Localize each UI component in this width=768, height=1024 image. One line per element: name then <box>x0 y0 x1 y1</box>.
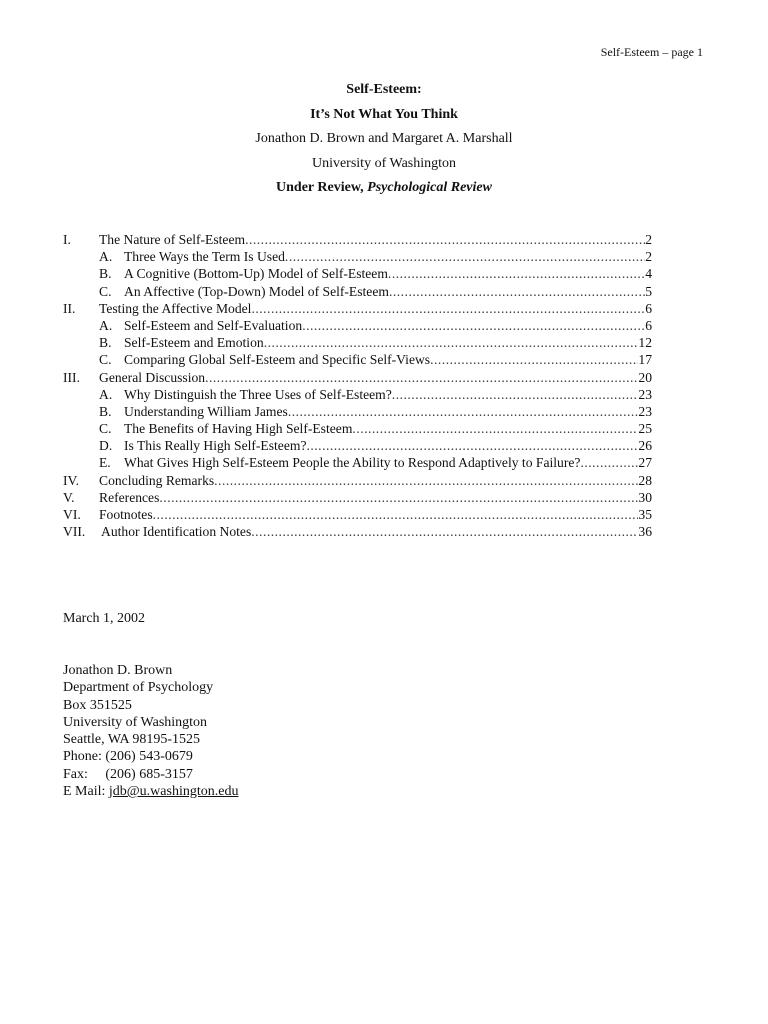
review-status <box>0 176 768 201</box>
running-head: Self-Esteem – page 1 <box>600 45 703 59</box>
toc-subsection[interactable] <box>63 386 652 403</box>
toc-leader-dots <box>205 369 638 386</box>
toc-leader-dots <box>580 454 638 471</box>
toc-leader-dots <box>159 489 638 506</box>
toc-section[interactable] <box>63 300 652 317</box>
contact-name: Jonathon D. Brown <box>63 663 173 678</box>
contact-department: Department of Psychology <box>63 680 214 696</box>
toc-section-number: IV. <box>63 472 79 488</box>
toc-subsection[interactable] <box>63 283 652 300</box>
toc-page-number: 27 <box>638 455 652 471</box>
toc-subsection-letter: A. <box>99 386 113 402</box>
authors: Jonathon D. Brown and Margaret A. Marshall <box>255 131 513 146</box>
toc-page-number: 35 <box>638 507 652 522</box>
toc-page-number: 4 <box>645 266 652 282</box>
toc-section-number: I. <box>63 232 71 247</box>
toc-indent <box>63 265 99 282</box>
toc-subsection-title: Is This Really High Self-Esteem? <box>124 438 307 454</box>
toc-leader-dots <box>430 351 638 368</box>
toc-section-title: References <box>99 489 160 505</box>
title-block <box>0 78 768 201</box>
contact-fax: Fax: (206) 685-3157 <box>63 766 193 782</box>
toc-leader-dots <box>288 403 639 420</box>
toc-subsection[interactable] <box>63 420 652 437</box>
toc-section[interactable] <box>63 506 652 523</box>
toc-section-title: Author Identification Notes <box>101 524 252 540</box>
toc-section-number: VII. <box>63 524 86 540</box>
toc-page-number: 23 <box>638 403 652 419</box>
toc-subsection-letter: C. <box>99 421 112 437</box>
toc-section[interactable] <box>63 523 652 540</box>
toc-subsection[interactable] <box>63 437 652 454</box>
toc-leader-dots <box>214 472 638 489</box>
toc-leader-dots <box>264 334 639 351</box>
toc-subsection-letter: C. <box>99 352 112 368</box>
toc-indent <box>63 283 99 300</box>
toc-subsection-letter: A. <box>99 317 113 333</box>
toc-leader-dots <box>352 420 638 437</box>
toc-leader-dots <box>251 523 638 540</box>
toc-section-title: General Discussion <box>99 369 206 385</box>
toc-section-title: Testing the Affective Model <box>99 300 252 316</box>
toc-leader-dots <box>285 248 645 265</box>
toc-section[interactable] <box>63 369 652 386</box>
toc-section[interactable] <box>63 472 652 489</box>
toc-subsection-letter: B. <box>99 403 112 419</box>
toc-subsection-letter: A. <box>99 249 113 265</box>
paper-title-line1: Self-Esteem: <box>346 82 422 97</box>
toc-section-title: The Nature of Self-Esteem <box>99 232 246 247</box>
toc-page-number: 25 <box>638 421 652 437</box>
toc-subsection-title: Why Distinguish the Three Uses of Self-Esteem? <box>124 386 392 402</box>
toc-page-number: 12 <box>638 335 652 351</box>
toc-leader-dots <box>392 386 639 403</box>
toc-leader-dots <box>302 317 645 334</box>
toc-section-number: VI. <box>63 507 81 522</box>
toc-subsection-letter: C. <box>99 283 112 299</box>
toc-subsection-title: An Affective (Top-Down) Model of Self-Esteem <box>124 283 389 299</box>
toc-page-number: 30 <box>638 489 652 505</box>
contact-block <box>63 662 238 800</box>
toc-leader-dots <box>388 265 645 282</box>
toc-subsection-title: Comparing Global Self-Esteem and Specific Self-Views <box>124 352 431 368</box>
contact-university: University of Washington <box>63 714 208 730</box>
toc-page-number: 36 <box>638 524 652 540</box>
toc-indent <box>63 420 99 437</box>
toc-page-number: 26 <box>638 438 652 454</box>
toc-indent <box>63 454 99 471</box>
toc-page-number: 28 <box>638 472 652 488</box>
toc-indent <box>63 334 99 351</box>
contact-phone: Phone: (206) 543-0679 <box>63 749 193 765</box>
toc-page-number: 2 <box>645 232 652 247</box>
date: March 1, 2002 <box>63 611 146 626</box>
toc-indent <box>63 317 99 334</box>
toc-indent <box>63 437 99 454</box>
toc-page-number: 23 <box>638 386 652 402</box>
paper-title-line2: It’s Not What You Think <box>310 106 458 122</box>
toc-page-number: 6 <box>645 317 652 333</box>
table-of-contents <box>63 231 652 540</box>
toc-leader-dots <box>389 283 645 300</box>
email-label: E Mail: <box>63 784 109 800</box>
toc-subsection-letter: D. <box>99 438 113 454</box>
toc-subsection[interactable] <box>63 248 652 265</box>
journal-name: Psychological Review <box>367 180 492 195</box>
toc-section-title: Footnotes <box>99 507 153 522</box>
toc-indent <box>63 248 99 265</box>
toc-indent <box>63 351 99 368</box>
toc-section[interactable] <box>63 489 652 506</box>
toc-subsection[interactable] <box>63 265 652 282</box>
contact-box: Box 351525 <box>63 697 132 713</box>
toc-page-number: 2 <box>645 249 652 265</box>
contact-city: Seattle, WA 98195-1525 <box>63 732 201 748</box>
toc-subsection[interactable] <box>63 454 652 471</box>
toc-subsection-title: What Gives High Self-Esteem People the Ability to Respond Adaptively to Failure? <box>124 455 581 471</box>
toc-indent <box>63 403 99 420</box>
toc-subsection-title: Self-Esteem and Emotion <box>124 335 264 351</box>
toc-subsection[interactable] <box>63 351 652 368</box>
toc-subsection[interactable] <box>63 334 652 351</box>
toc-leader-dots <box>306 437 638 454</box>
toc-subsection-title: Self-Esteem and Self-Evaluation <box>124 317 303 333</box>
affiliation: University of Washington <box>311 155 457 171</box>
toc-section-title: Concluding Remarks <box>99 472 215 488</box>
toc-subsection[interactable] <box>63 403 652 420</box>
toc-subsection-letter: E. <box>99 455 111 471</box>
toc-leader-dots <box>153 506 639 523</box>
toc-page-number: 20 <box>638 369 652 385</box>
toc-page-number: 6 <box>645 300 652 316</box>
toc-subsection-title: Understanding William James <box>124 403 288 419</box>
toc-subsection-letter: B. <box>99 266 112 282</box>
toc-leader-dots <box>245 231 645 248</box>
toc-section[interactable] <box>63 231 652 248</box>
toc-subsection-letter: B. <box>99 335 112 351</box>
contact-email-row <box>63 783 238 800</box>
toc-subsection[interactable] <box>63 317 652 334</box>
toc-indent <box>63 386 99 403</box>
toc-subsection-title: Three Ways the Term Is Used <box>124 249 285 265</box>
toc-section-number: II. <box>63 300 76 316</box>
review-status-prefix: Under Review, <box>276 180 368 195</box>
toc-section-number: III. <box>63 369 80 385</box>
toc-leader-dots <box>251 300 645 317</box>
toc-section-number: V. <box>63 489 75 505</box>
toc-page-number: 5 <box>645 283 652 299</box>
email-link[interactable]: jdb@u.washington.edu <box>108 784 239 800</box>
toc-subsection-title: A Cognitive (Bottom-Up) Model of Self-Esteem <box>124 266 388 282</box>
toc-page-number: 17 <box>638 352 652 368</box>
toc-subsection-title: The Benefits of Having High Self-Esteem <box>124 421 353 437</box>
